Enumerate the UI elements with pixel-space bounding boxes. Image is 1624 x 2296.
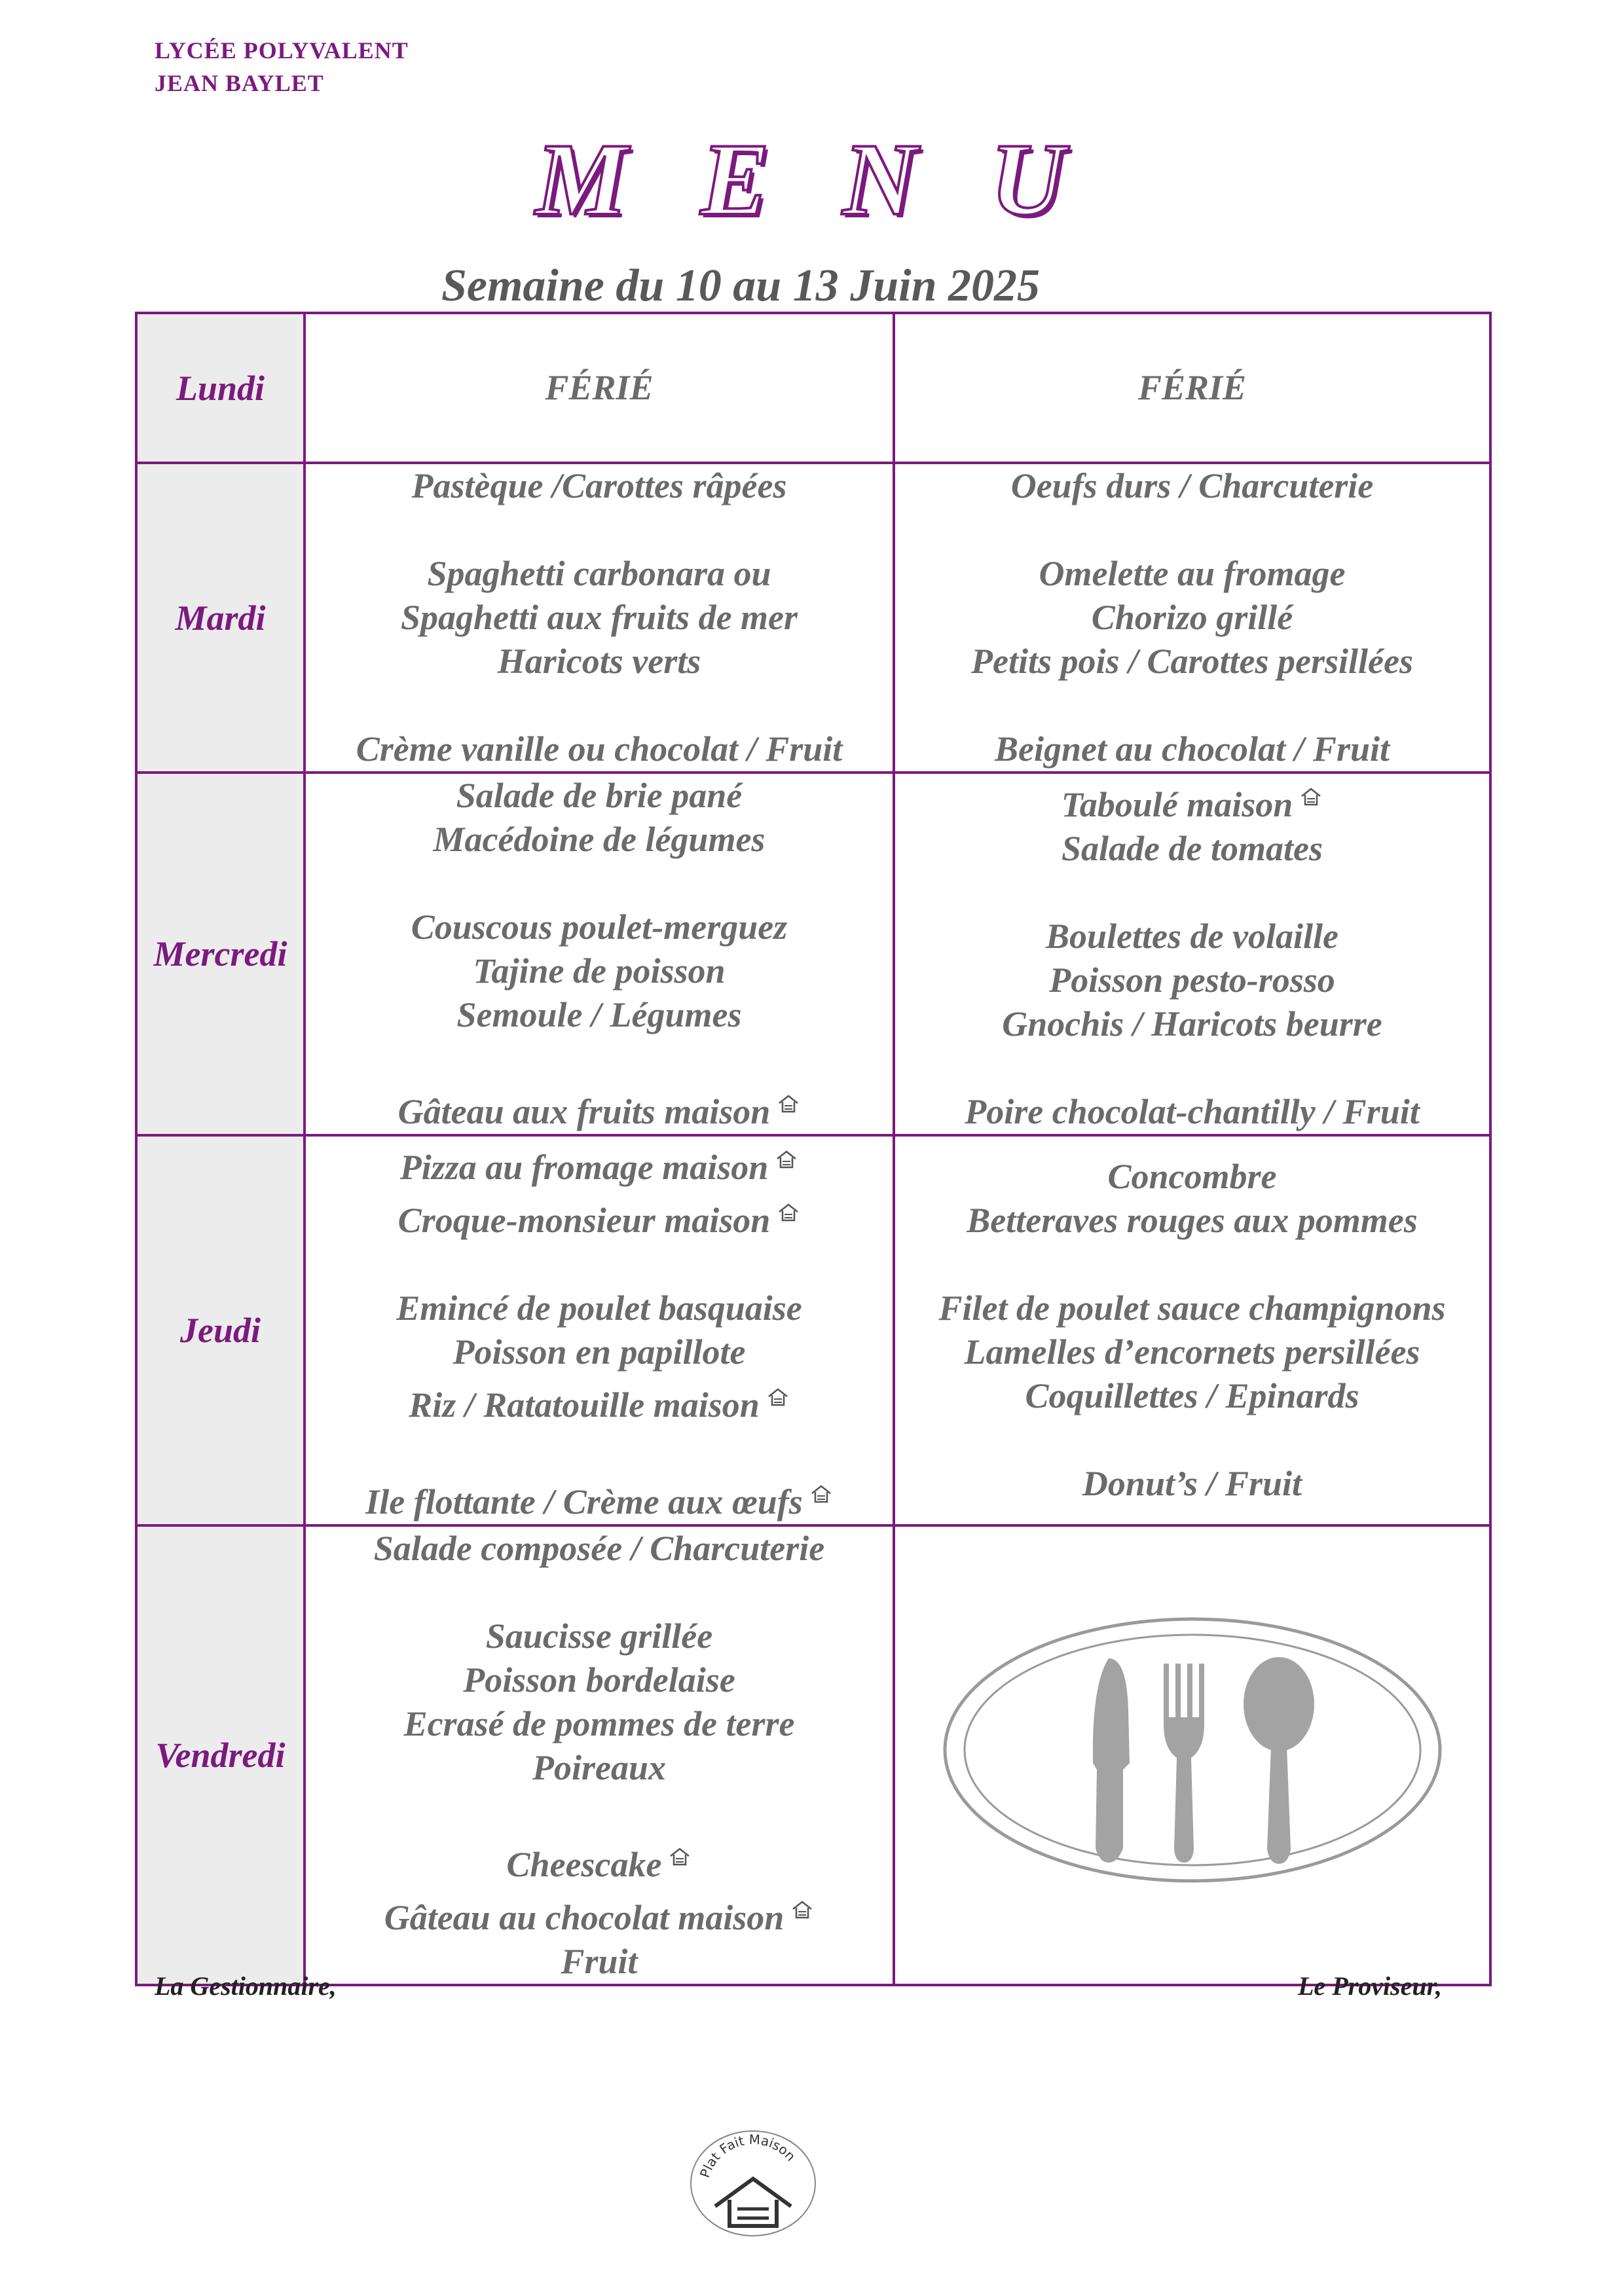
menu-item-text: Haricots verts: [497, 642, 701, 681]
homemade-stamp-icon: [688, 2128, 819, 2239]
menu-item: [895, 871, 1489, 915]
menu-item: [895, 1330, 1489, 1374]
menu-item-text: Oeufs durs / Charcuterie: [1010, 466, 1374, 505]
menu-item: [895, 464, 1489, 508]
menu-item-text: Salade de tomates: [1061, 829, 1323, 868]
menu-item: [306, 366, 893, 410]
menu-item: [895, 683, 1489, 727]
menu-item: [306, 1790, 893, 1834]
menu-item-text: Poisson bordelaise: [463, 1660, 735, 1700]
mercredi-right-cell: [894, 773, 1490, 1135]
svg-text:Plat Fait Maison: [697, 2132, 799, 2179]
menu-item: [895, 640, 1489, 683]
menu-item: [306, 818, 893, 862]
day-label-vendredi: Vendredi: [136, 1525, 304, 1985]
menu-item-text: Gnochis / Haricots beurre: [1002, 1004, 1382, 1044]
menu-item: [306, 1471, 893, 1524]
homemade-icon: [809, 1471, 833, 1515]
menu-item: [306, 949, 893, 993]
menu-item-text: Coquillettes / Epinards: [1025, 1376, 1359, 1415]
menu-item-text: Concombre: [1107, 1157, 1277, 1196]
menu-item-text: Chorizo grillé: [1091, 598, 1293, 637]
menu-item: [306, 1658, 893, 1702]
menu-item: [306, 1190, 893, 1243]
menu-item-text: Lamelles d’encornets persillées: [964, 1332, 1420, 1372]
menu-item-text: Boulettes de volaille: [1046, 917, 1338, 956]
menu-item: [306, 727, 893, 771]
menu-item-text: Gâteau au chocolat maison: [384, 1898, 784, 1937]
menu-item-text: Emincé de poulet basquaise: [396, 1288, 802, 1328]
mercredi-left-cell: [304, 773, 894, 1135]
menu-item-text: Pizza au fromage maison: [399, 1148, 769, 1187]
school-name-line1: LYCÉE POLYVALENT: [155, 37, 409, 64]
menu-item-text: Macédoine de légumes: [433, 820, 766, 859]
menu-item-text: Tajine de poisson: [473, 951, 726, 991]
homemade-icon: [777, 1190, 800, 1233]
menu-item: [306, 1137, 893, 1190]
menu-item-text: Omelette au fromage: [1039, 554, 1346, 593]
menu-item: [306, 1527, 893, 1571]
mardi-left-cell: [304, 463, 894, 773]
menu-item-text: Couscous poulet-merguez: [411, 907, 788, 947]
menu-item-text: Fruit: [561, 1942, 638, 1981]
day-label-mardi: Mardi: [136, 463, 304, 773]
menu-item-text: Filet de poulet sauce champignons: [938, 1288, 1446, 1328]
menu-item-text: Saucisse grillée: [485, 1616, 713, 1656]
menu-item: [306, 1834, 893, 1887]
stamp-label: Plat Fait Maison: [697, 2131, 799, 2180]
menu-item-text: Ecrasé de pommes de terre: [403, 1704, 795, 1743]
row-mercredi: [136, 773, 1490, 1135]
menu-item: [306, 596, 893, 640]
cutlery-illustration-cell: [894, 1525, 1490, 1985]
school-name-line2: JEAN BAYLET: [155, 70, 324, 96]
menu-item: [895, 552, 1489, 596]
signature-proviseur: Le Proviseur,: [1298, 1971, 1442, 2001]
menu-title: M E N U: [535, 122, 1089, 237]
menu-item-text: Croque-monsieur maison: [397, 1201, 771, 1240]
menu-item-text: Ile flottante / Crème aux œufs: [365, 1482, 803, 1522]
menu-item: [306, 774, 893, 818]
menu-item-text: Cheescake: [506, 1845, 662, 1884]
menu-item: [895, 827, 1489, 871]
vendredi-left-cell: [304, 1525, 894, 1985]
menu-item-text: Donut’s / Fruit: [1082, 1464, 1302, 1503]
lundi-right-cell: [894, 313, 1490, 463]
day-label-lundi: Lundi: [136, 313, 304, 463]
signature-gestionnaire: La Gestionnaire,: [155, 1971, 337, 2001]
menu-item: [306, 1940, 893, 1984]
menu-item: [895, 508, 1489, 552]
row-vendredi: [136, 1525, 1490, 1985]
menu-item: [306, 1081, 893, 1134]
menu-item: [895, 1418, 1489, 1462]
menu-item-text: Spaghetti aux fruits de mer: [400, 598, 798, 637]
menu-item-text: Taboulé maison: [1061, 785, 1293, 824]
menu-item: [306, 1746, 893, 1790]
menu-item: [306, 1614, 893, 1658]
menu-item: [306, 640, 893, 683]
menu-item: [895, 1243, 1489, 1286]
cutlery-plate-icon: [937, 1606, 1448, 1894]
menu-item: [895, 1002, 1489, 1046]
homemade-icon: [1299, 774, 1323, 818]
menu-item: [306, 1037, 893, 1081]
menu-item: [895, 958, 1489, 1002]
menu-item: [895, 366, 1489, 410]
menu-item-text: Salade composée / Charcuterie: [373, 1529, 825, 1568]
mardi-right-cell: [894, 463, 1490, 773]
menu-item: [306, 993, 893, 1037]
menu-item: [306, 1374, 893, 1427]
menu-item-text: Salade de brie pané: [456, 776, 743, 815]
menu-item: [306, 1330, 893, 1374]
row-mardi: [136, 463, 1490, 773]
school-name: [155, 34, 409, 100]
menu-item: [306, 1887, 893, 1940]
menu-item: [306, 1427, 893, 1471]
menu-item-text: Crème vanille ou chocolat / Fruit: [356, 729, 843, 769]
menu-item-text: Betteraves rouges aux pommes: [967, 1201, 1418, 1240]
menu-item: [895, 1046, 1489, 1090]
row-jeudi: [136, 1135, 1490, 1525]
menu-item: [306, 552, 893, 596]
menu-item-text: Semoule / Légumes: [456, 995, 742, 1034]
menu-table: [135, 312, 1492, 1986]
jeudi-right-cell: [894, 1135, 1490, 1525]
jeudi-left-cell: [304, 1135, 894, 1525]
menu-item: [306, 905, 893, 949]
menu-item: [895, 1286, 1489, 1330]
menu-item: [306, 464, 893, 508]
homemade-icon: [777, 1081, 800, 1125]
row-lundi: [136, 313, 1490, 463]
day-label-jeudi: Jeudi: [136, 1135, 304, 1525]
menu-item: [895, 1374, 1489, 1418]
menu-item: [306, 683, 893, 727]
menu-item-text: Riz / Ratatouille maison: [409, 1385, 760, 1425]
menu-item: [895, 1462, 1489, 1506]
menu-item-text: Poisson en papillote: [452, 1332, 746, 1372]
menu-item: [306, 1243, 893, 1286]
menu-item-text: Petits pois / Carottes persillées: [971, 642, 1413, 681]
menu-item-text: Spaghetti carbonara ou: [427, 554, 771, 593]
menu-item: [306, 508, 893, 552]
menu-item-text: Poisson pesto-rosso: [1049, 960, 1335, 1000]
menu-item: [895, 596, 1489, 640]
menu-item: [306, 1702, 893, 1746]
menu-item-text: Gâteau aux fruits maison: [397, 1092, 771, 1131]
menu-item: [306, 1571, 893, 1614]
menu-item-text: FÉRIÉ: [1137, 368, 1247, 407]
menu-item-text: Pastèque /Carottes râpées: [411, 466, 787, 505]
homemade-icon: [766, 1374, 790, 1418]
homemade-icon: [775, 1137, 798, 1180]
homemade-stamp: [688, 2128, 819, 2242]
menu-item: [306, 1286, 893, 1330]
menu-item: [895, 727, 1489, 771]
menu-item: [895, 915, 1489, 958]
menu-item-text: Poireaux: [532, 1748, 666, 1787]
menu-item: [306, 862, 893, 905]
week-heading: Semaine du 10 au 13 Juin 2025: [441, 261, 1041, 311]
menu-item-text: FÉRIÉ: [545, 368, 654, 407]
menu-item: [895, 774, 1489, 827]
homemade-icon: [790, 1887, 814, 1931]
menu-item-text: Poire chocolat-chantilly / Fruit: [965, 1092, 1420, 1131]
menu-item: [895, 1199, 1489, 1243]
lundi-left-cell: [304, 313, 894, 463]
menu-item: [895, 1155, 1489, 1199]
day-label-mercredi: Mercredi: [136, 773, 304, 1135]
menu-item: [895, 1090, 1489, 1134]
menu-item-text: Beignet au chocolat / Fruit: [994, 729, 1390, 769]
homemade-icon: [668, 1834, 692, 1878]
